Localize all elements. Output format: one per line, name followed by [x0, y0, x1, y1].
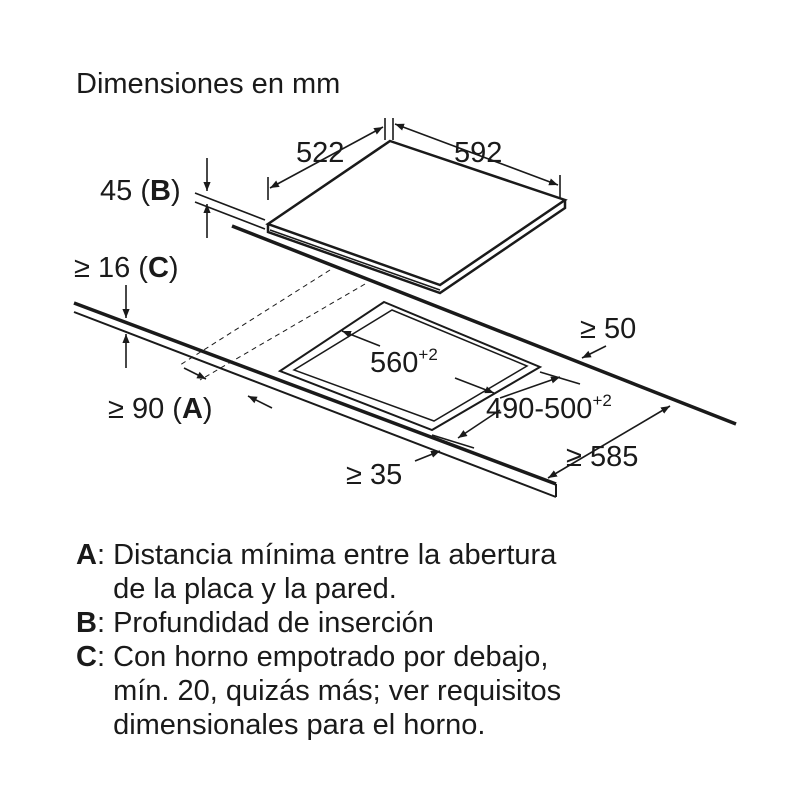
label-min-side: ≥ 50: [580, 313, 637, 345]
legend: [76, 538, 561, 742]
hob-edge: [268, 200, 565, 293]
legend-item-c: [76, 640, 561, 742]
legend-line: Con horno empotrado por debajo,: [113, 641, 549, 673]
label-cutout-width: $560^{+2}$: [370, 345, 438, 379]
legend-key: A: [76, 539, 97, 571]
label-oven-gap: ≥ 16 (C): [74, 252, 179, 284]
legend-item-a: [76, 538, 561, 606]
legend-line: mín. 20, quizás más; ver requisitos: [113, 675, 562, 707]
legend-item-b: [76, 606, 561, 640]
label-depth: 522: [296, 137, 345, 169]
legend-line: dimensionales para el horno.: [113, 709, 486, 741]
hob-front-line: [270, 230, 440, 290]
legend-key: C: [76, 641, 97, 673]
legend-separator: :: [96, 539, 114, 571]
legend-separator: :: [96, 607, 114, 639]
legend-line: de la placa y la pared.: [113, 573, 397, 605]
dim-35-arrow: [415, 451, 440, 461]
dim-50-arrow: [582, 346, 606, 358]
dim-90-arrow-right: [248, 396, 272, 408]
label-wall-distance: ≥ 90 (A): [108, 393, 213, 425]
label-width: 592: [454, 137, 503, 169]
label-insertion-depth: 45 (B): [100, 175, 181, 207]
legend-key: B: [76, 607, 97, 639]
legend-line: Distancia mínima entre la abertura: [113, 539, 557, 571]
legend-description: [113, 606, 434, 640]
legend-line: Profundidad de inserción: [113, 607, 434, 639]
legend-description: [113, 640, 561, 742]
legend-separator: :: [96, 641, 114, 673]
label-min-front: ≥ 35: [346, 459, 403, 491]
dim-560-arrow-left: [342, 331, 380, 346]
label-min-worktop: ≥ 585: [566, 441, 639, 473]
dim-90-arrow-left: [184, 368, 206, 379]
legend-description: [113, 538, 556, 606]
label-cutout-depth: $490-500^{+2}$: [486, 391, 612, 425]
page-title: Dimensiones en mm: [76, 68, 341, 100]
dim-560-arrow-right: [455, 378, 494, 393]
